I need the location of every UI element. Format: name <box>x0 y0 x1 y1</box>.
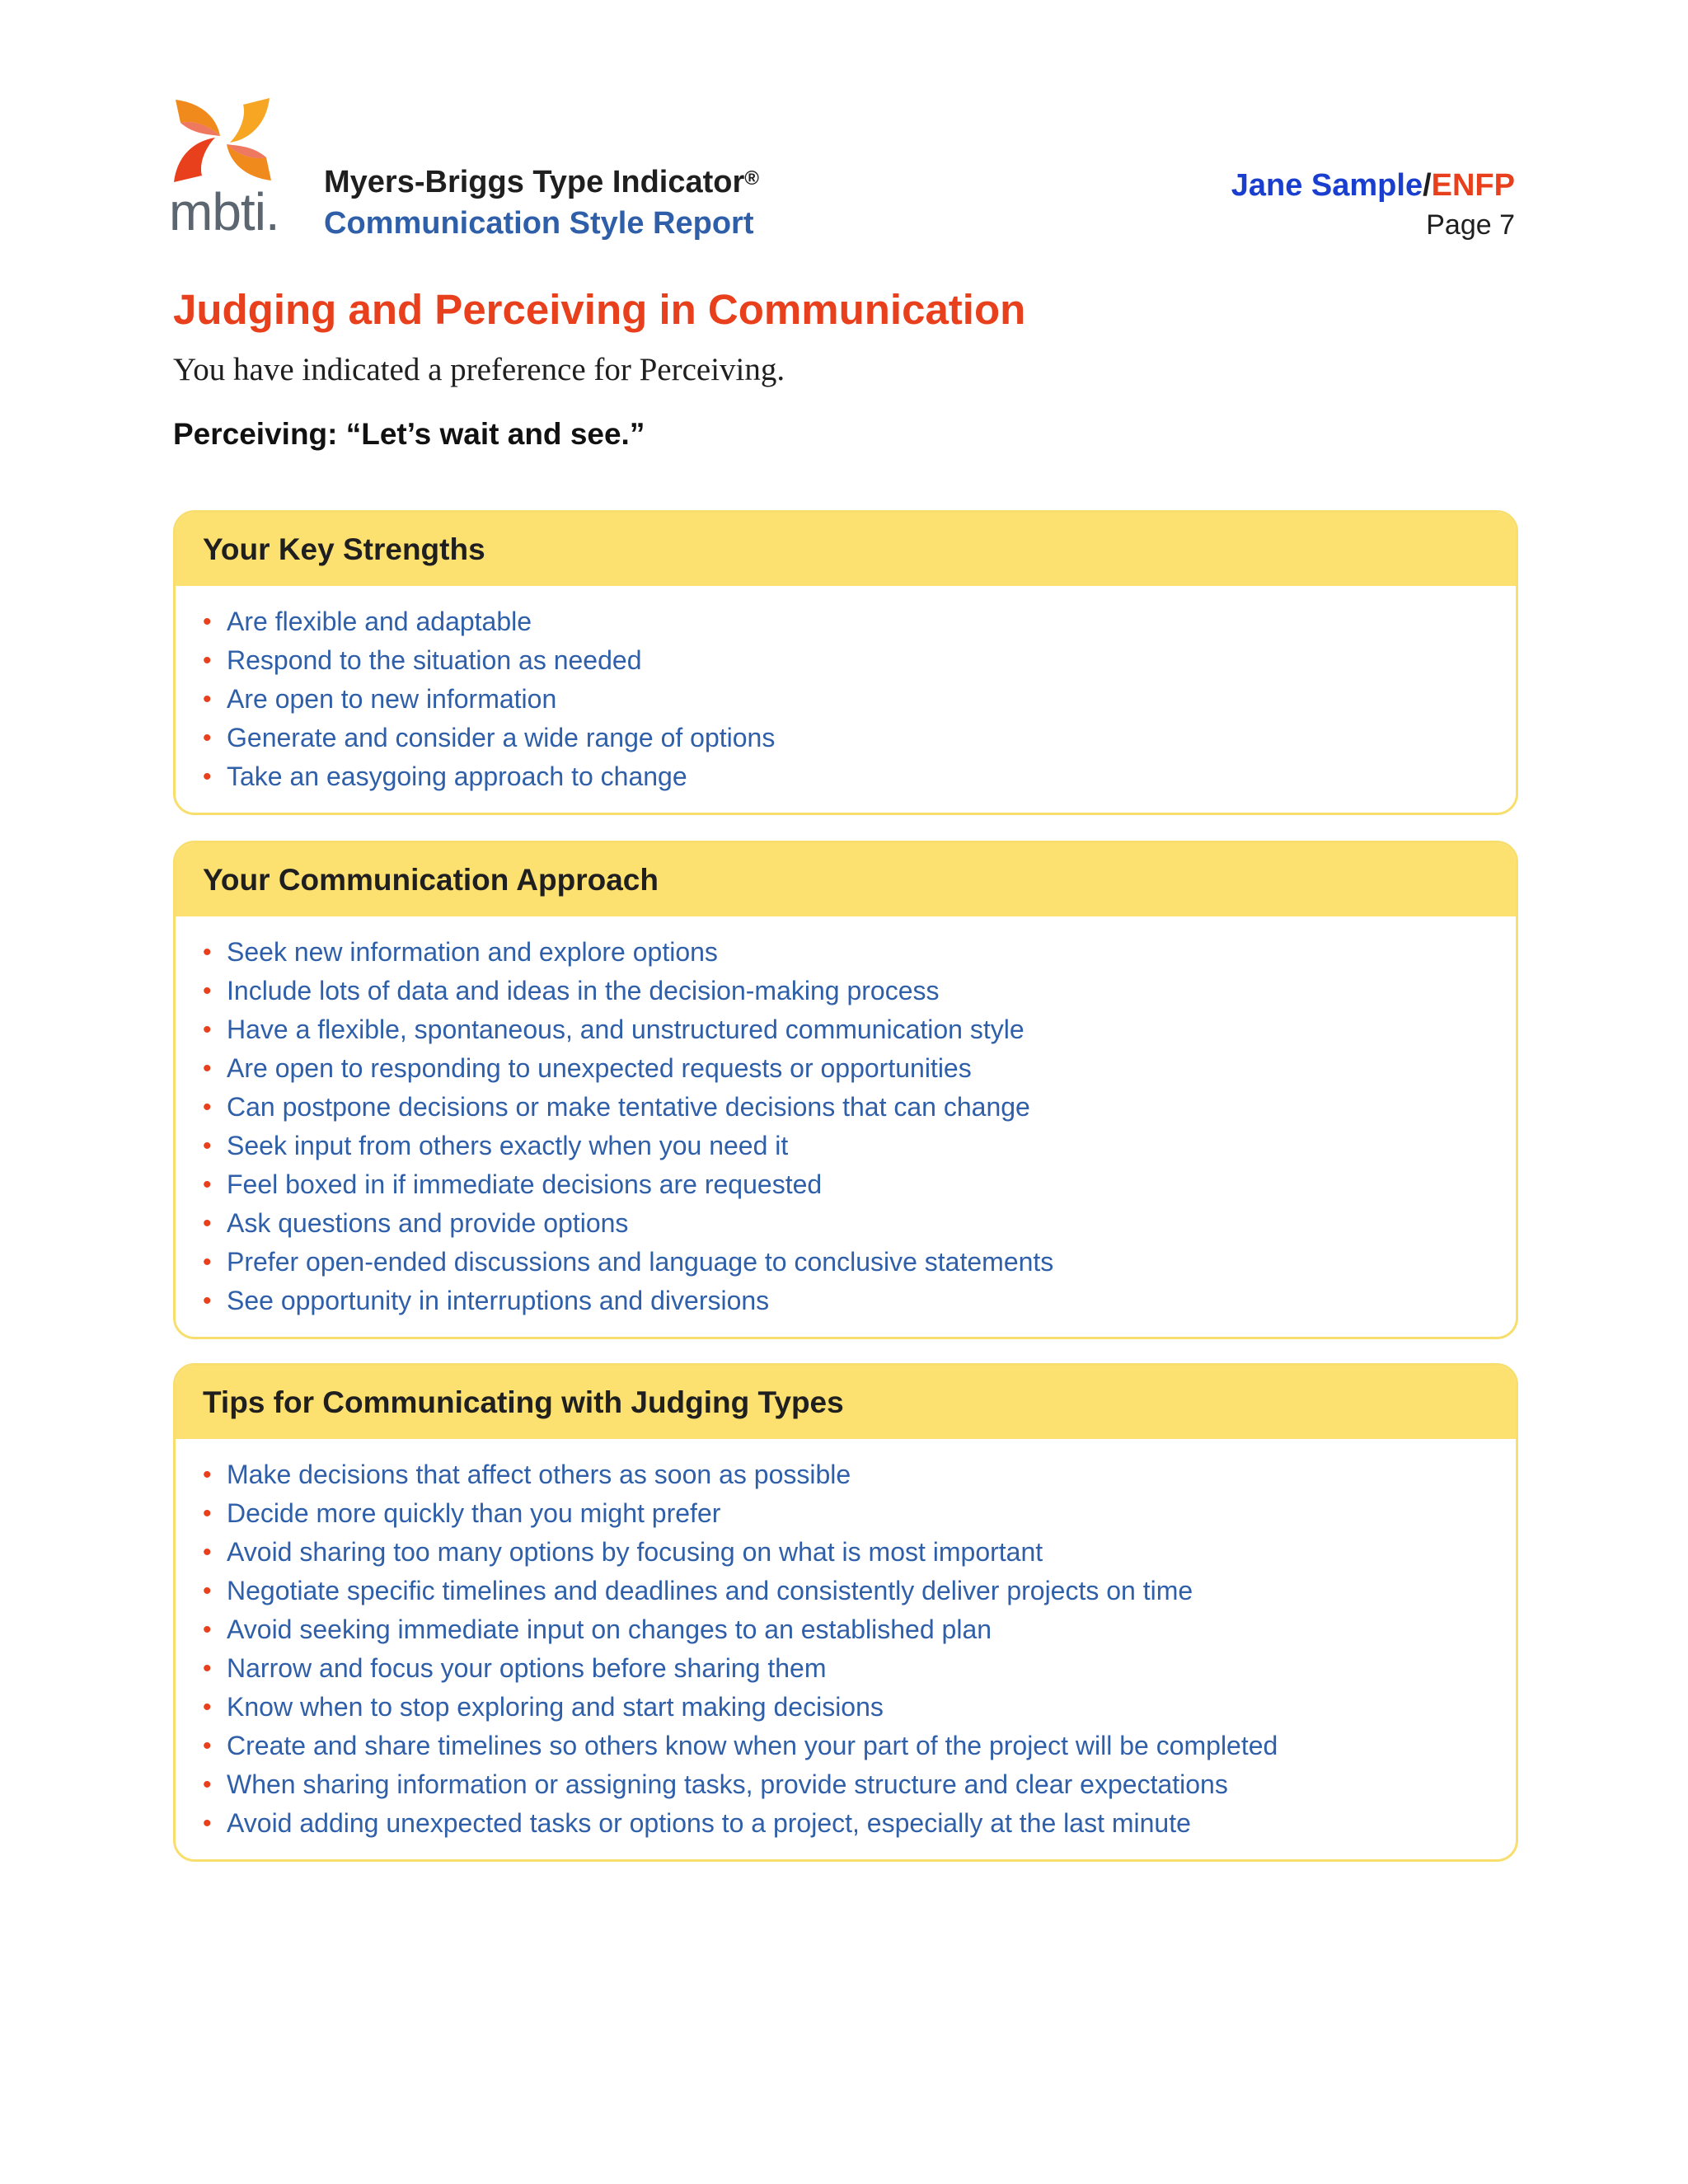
list-item: • Are flexible and adaptable <box>203 602 1516 641</box>
list-item: • Seek input from others exactly when you need it <box>203 1127 1516 1165</box>
list-item: • When sharing information or assigning tasks, provide structure and clear expectations <box>203 1765 1516 1804</box>
list-item: • Create and share timelines so others know when your part of the project will be completed <box>203 1727 1516 1765</box>
person-type: ENFP <box>1431 168 1515 203</box>
header-person-info <box>1231 165 1515 244</box>
report-title-text: Myers-Briggs Type Indicator <box>324 165 745 199</box>
list-item: • Generate and consider a wide range of options <box>203 719 1516 757</box>
mbti-logo <box>169 95 279 241</box>
box-header <box>176 513 1516 586</box>
separator: / <box>1423 168 1432 203</box>
preference-text: You have indicated a preference for Perceiving. <box>173 352 785 387</box>
list-item: • Are open to responding to unexpected requests or opportunities <box>203 1049 1516 1088</box>
tips-list <box>176 1439 1516 1859</box>
list-item: • Have a flexible, spontaneous, and unstructured communication style <box>203 1010 1516 1049</box>
mbti-logo-icon <box>169 95 276 185</box>
box-title: Tips for Communicating with Judging Types <box>203 1385 844 1419</box>
box-title: Your Communication Approach <box>203 862 659 897</box>
box-header <box>176 843 1516 916</box>
list-item: • Ask questions and provide options <box>203 1204 1516 1243</box>
list-item: • See opportunity in interruptions and diversions <box>203 1282 1516 1320</box>
list-item: • Avoid adding unexpected tasks or options to a project, especially at the last minute <box>203 1804 1516 1843</box>
report-subtitle: Communication Style Report <box>324 206 754 241</box>
list-item: • Are open to new information <box>203 680 1516 719</box>
box-header <box>176 1366 1516 1439</box>
list-item: • Avoid seeking immediate input on changes to an established plan <box>203 1610 1516 1649</box>
list-item: • Prefer open-ended discussions and language to conclusive statements <box>203 1243 1516 1282</box>
page-number: Page 7 <box>1426 209 1515 241</box>
box-title: Your Key Strengths <box>203 532 485 566</box>
list-item: • Make decisions that affect others as soon as possible <box>203 1455 1516 1494</box>
person-name: Jane Sample <box>1231 168 1423 203</box>
list-item: • Feel boxed in if immediate decisions are requested <box>203 1165 1516 1204</box>
list-item: • Avoid sharing too many options by focusing on what is most important <box>203 1533 1516 1572</box>
list-item: • Know when to stop exploring and start making decisions <box>203 1688 1516 1727</box>
list-item: • Take an easygoing approach to change <box>203 757 1516 796</box>
list-item: • Decide more quickly than you might prefer <box>203 1494 1516 1533</box>
list-item: • Respond to the situation as needed <box>203 641 1516 680</box>
report-title <box>324 162 759 203</box>
communication-approach-box <box>173 841 1518 1339</box>
registered-mark: ® <box>744 167 759 190</box>
list-item: • Include lots of data and ideas in the decision-making process <box>203 972 1516 1010</box>
person-line <box>1231 165 1515 206</box>
strengths-list <box>176 586 1516 813</box>
page-title: Judging and Perceiving in Communication <box>173 286 1026 333</box>
mbti-wordmark: mbti. <box>169 182 279 241</box>
key-strengths-box <box>173 510 1518 815</box>
list-item: • Narrow and focus your options before sharing them <box>203 1649 1516 1688</box>
list-item: • Seek new information and explore options <box>203 933 1516 972</box>
judging-tips-box <box>173 1363 1518 1862</box>
list-item: • Negotiate specific timelines and deadlines and consistently deliver projects on time <box>203 1572 1516 1610</box>
preference-subheading: Perceiving: “Let’s wait and see.” <box>173 417 645 451</box>
list-item: • Can postpone decisions or make tentative decisions that can change <box>203 1088 1516 1127</box>
report-title-block <box>324 162 759 244</box>
approach-list <box>176 916 1516 1337</box>
